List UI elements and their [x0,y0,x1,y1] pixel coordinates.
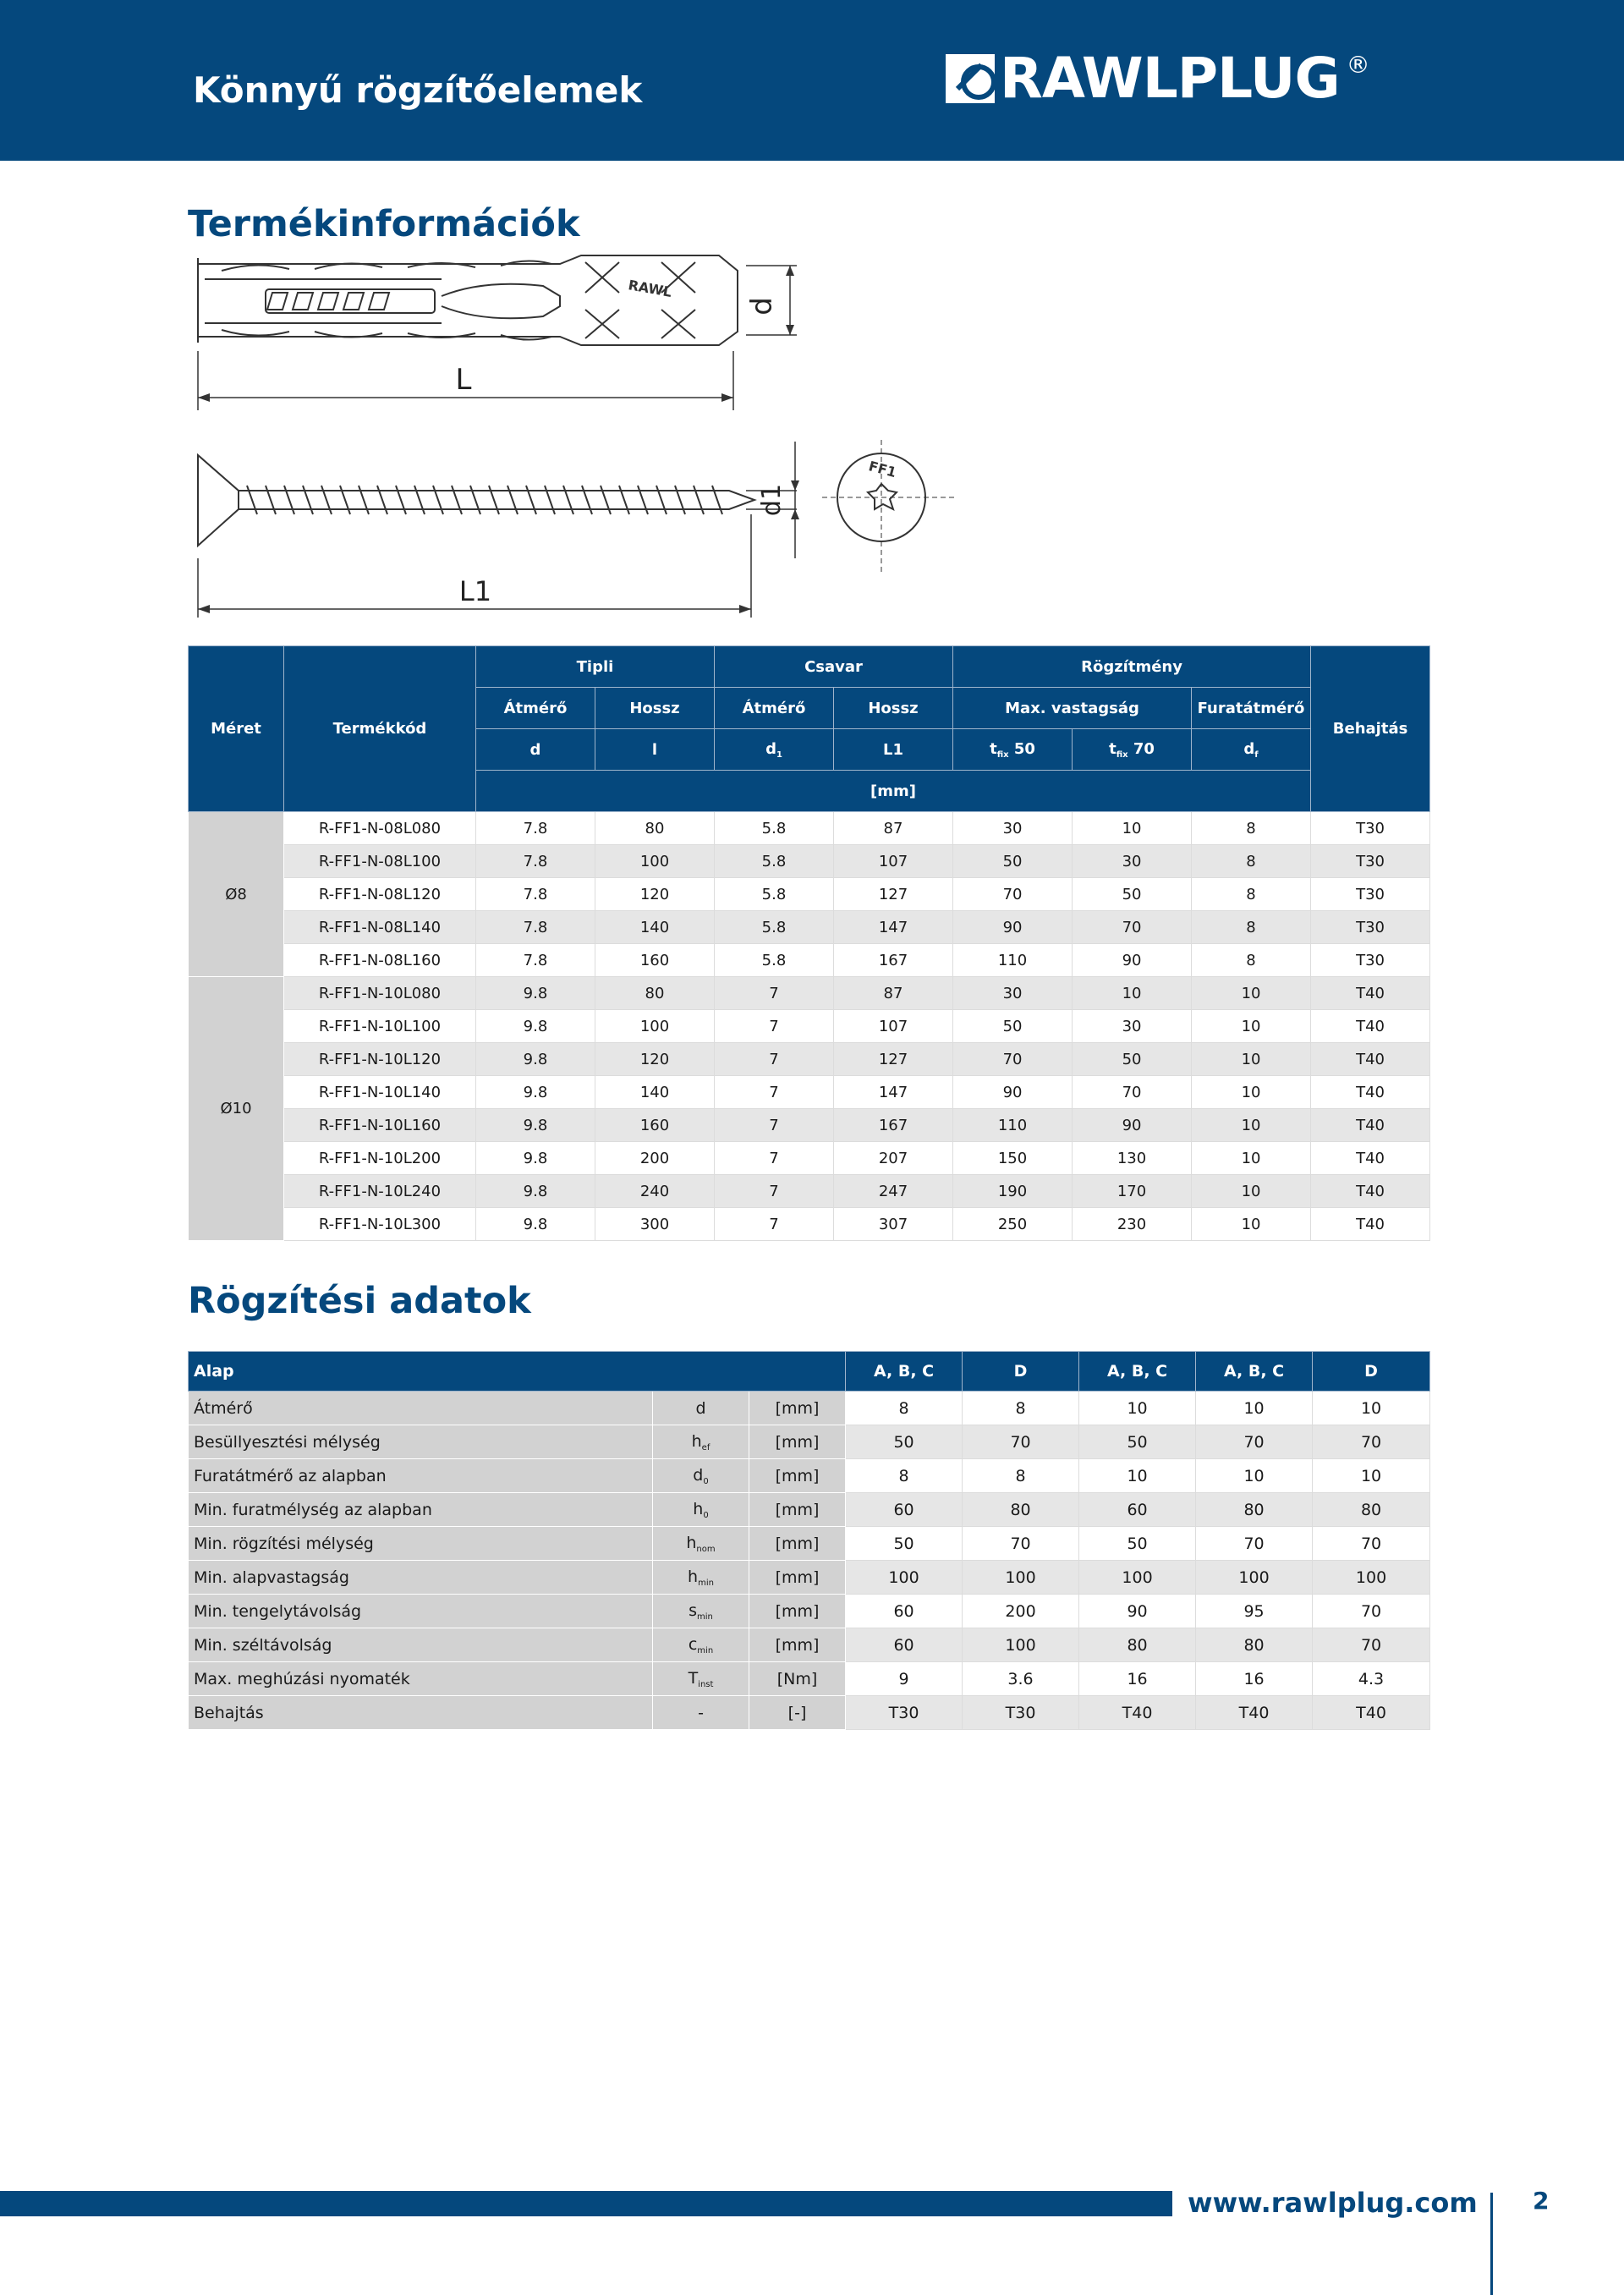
value-cell: T40 [1311,1076,1430,1109]
value-cell: 7.8 [476,878,595,911]
value-cell: 80 [595,812,715,845]
value-cell: 80 [1313,1493,1430,1527]
value-cell: 30 [1073,1010,1192,1043]
header-unit: [mm] [476,771,1311,812]
param-unit: [-] [749,1696,846,1730]
value-cell: T40 [1313,1696,1430,1730]
param-label: Max. meghúzási nyomaték [189,1662,653,1696]
value-cell: 7.8 [476,812,595,845]
logo-registered-mark: ® [1346,51,1370,79]
dim-d1-label: d1 [757,483,787,517]
value-cell: 9.8 [476,1109,595,1142]
value-cell: 50 [953,1010,1073,1043]
product-code-cell: R-FF1-N-10L200 [284,1142,476,1175]
value-cell: 50 [1073,878,1192,911]
head-mark-label: FF1 [867,458,898,481]
value-cell: 207 [834,1142,953,1175]
value-cell: 9.8 [476,1142,595,1175]
table-row [189,1696,1430,1730]
value-cell: 110 [953,1109,1073,1142]
screw-head-view [822,440,957,575]
table-row [189,812,1430,845]
value-cell: 9.8 [476,977,595,1010]
table-row [189,1109,1430,1142]
table-row [189,1662,1430,1696]
header-rogzitmeny: Rögzítmény [953,646,1311,688]
header-alap: Alap [189,1352,846,1392]
param-unit: [mm] [749,1425,846,1459]
page-number: 2 [1533,2187,1550,2215]
value-cell: 50 [1079,1527,1196,1561]
table-row [189,1628,1430,1662]
param-unit: [mm] [749,1628,846,1662]
value-cell: T30 [1311,944,1430,977]
param-label: Átmérő [189,1392,653,1425]
table-row [189,1208,1430,1241]
value-cell: 50 [1079,1425,1196,1459]
product-code-cell: R-FF1-N-10L080 [284,977,476,1010]
value-cell: T40 [1311,977,1430,1010]
table-row [189,977,1430,1010]
value-cell: T40 [1079,1696,1196,1730]
table-row [189,1459,1430,1493]
table-row [189,1595,1430,1628]
value-cell: T40 [1196,1696,1313,1730]
value-cell: 10 [1192,1208,1311,1241]
header-base-col: D [1313,1352,1430,1392]
param-unit: [mm] [749,1561,846,1595]
value-cell: 16 [1196,1662,1313,1696]
param-label: Besüllyesztési mélység [189,1425,653,1459]
product-code-cell: R-FF1-N-08L140 [284,911,476,944]
value-cell: T30 [846,1696,963,1730]
value-cell: T30 [1311,845,1430,878]
footer-url-link[interactable]: www.rawlplug.com [1188,2187,1478,2219]
value-cell: T30 [1311,812,1430,845]
value-cell: 100 [1196,1561,1313,1595]
value-cell: 100 [963,1561,1079,1595]
value-cell: 100 [963,1628,1079,1662]
value-cell: 80 [595,977,715,1010]
table-row [189,1142,1430,1175]
value-cell: 70 [1313,1527,1430,1561]
value-cell: 130 [1073,1142,1192,1175]
value-cell: 230 [1073,1208,1192,1241]
header-base-col: A, B, C [1196,1352,1313,1392]
value-cell: 120 [595,1043,715,1076]
table-row [189,1425,1430,1459]
value-cell: 70 [1313,1425,1430,1459]
header-behajtas: Behajtás [1311,646,1430,812]
header-csavar: Csavar [715,646,953,688]
value-cell: 7 [715,1142,834,1175]
value-cell: 147 [834,911,953,944]
header-termekkod: Termékkód [284,646,476,812]
value-cell: 90 [953,1076,1073,1109]
value-cell: 60 [846,1493,963,1527]
product-code-cell: R-FF1-N-08L120 [284,878,476,911]
value-cell: 8 [846,1459,963,1493]
value-cell: 10 [1079,1459,1196,1493]
value-cell: 8 [963,1459,1079,1493]
value-cell: T40 [1311,1142,1430,1175]
value-cell: 9.8 [476,1010,595,1043]
value-cell: 167 [834,944,953,977]
param-unit: [mm] [749,1459,846,1493]
dim-L1-label: L1 [458,575,492,607]
value-cell: 80 [1079,1628,1196,1662]
value-cell: 70 [953,878,1073,911]
value-cell: 5.8 [715,911,834,944]
param-unit: [mm] [749,1392,846,1425]
value-cell: 10 [1192,1142,1311,1175]
value-cell: 60 [846,1628,963,1662]
value-cell: 70 [953,1043,1073,1076]
value-cell: 147 [834,1076,953,1109]
value-cell: 8 [1192,845,1311,878]
value-cell: T40 [1311,1109,1430,1142]
header-sym-tfix70: $t_{fix}$ 70 [1073,729,1192,771]
table-row [189,1493,1430,1527]
value-cell: 8 [963,1392,1079,1425]
value-cell: 30 [953,977,1073,1010]
value-cell: 4.3 [1313,1662,1430,1696]
product-code-cell: R-FF1-N-10L240 [284,1175,476,1208]
product-info-table [188,645,1430,1241]
table-row [189,944,1430,977]
value-cell: 10 [1073,977,1192,1010]
footer-bar [0,2191,1172,2216]
value-cell: T40 [1311,1010,1430,1043]
table-row [189,1043,1430,1076]
value-cell: 10 [1073,812,1192,845]
value-cell: 240 [595,1175,715,1208]
value-cell: 5.8 [715,878,834,911]
value-cell: 10 [1313,1459,1430,1493]
value-cell: 10 [1192,1109,1311,1142]
value-cell: 50 [953,845,1073,878]
param-symbol: $h_{nom}$ [653,1527,749,1561]
value-cell: 87 [834,812,953,845]
param-label: Min. alapvastagság [189,1561,653,1595]
value-cell: 60 [1079,1493,1196,1527]
value-cell: 127 [834,878,953,911]
product-code-cell: R-FF1-N-10L300 [284,1208,476,1241]
param-symbol: $h_{min}$ [653,1561,749,1595]
value-cell: 100 [846,1561,963,1595]
header-csavar-hossz: Hossz [834,688,953,729]
value-cell: 107 [834,845,953,878]
param-symbol: - [653,1696,749,1730]
value-cell: 7.8 [476,845,595,878]
param-symbol: d [653,1392,749,1425]
param-label: Furatátmérő az alapban [189,1459,653,1493]
value-cell: 110 [953,944,1073,977]
value-cell: 70 [1196,1425,1313,1459]
param-symbol: $h_{ef}$ [653,1425,749,1459]
value-cell: 10 [1313,1392,1430,1425]
value-cell: 60 [846,1595,963,1628]
value-cell: 10 [1192,1010,1311,1043]
product-code-cell: R-FF1-N-10L160 [284,1109,476,1142]
fixing-data-table-body [189,1392,1430,1730]
dim-L-label: L [455,363,472,397]
value-cell: 50 [846,1425,963,1459]
rawlplug-logo [946,46,1370,111]
table-row [189,1175,1430,1208]
value-cell: 90 [953,911,1073,944]
plug-brand-label: RAWL [627,277,673,300]
value-cell: 10 [1196,1459,1313,1493]
product-code-cell: R-FF1-N-10L140 [284,1076,476,1109]
header-csavar-atmero: Átmérő [715,688,834,729]
value-cell: 7 [715,1175,834,1208]
value-cell: 8 [846,1392,963,1425]
value-cell: 70 [963,1527,1079,1561]
table-row [189,878,1430,911]
value-cell: 8 [1192,878,1311,911]
table-row [189,1561,1430,1595]
value-cell: 7.8 [476,944,595,977]
value-cell: 80 [1196,1493,1313,1527]
header-base-col: D [963,1352,1079,1392]
value-cell: 190 [953,1175,1073,1208]
value-cell: 100 [1313,1561,1430,1595]
technical-drawing [188,245,966,618]
value-cell: 80 [1196,1628,1313,1662]
param-symbol: $h_0$ [653,1493,749,1527]
value-cell: 9.8 [476,1076,595,1109]
logo-mark-icon [946,54,995,103]
param-label: Min. rögzítési mélység [189,1527,653,1561]
value-cell: 87 [834,977,953,1010]
value-cell: 30 [1073,845,1192,878]
value-cell: 9 [846,1662,963,1696]
value-cell: 10 [1079,1392,1196,1425]
param-unit: [mm] [749,1595,846,1628]
section-title-fixing-data: Rögzítési adatok [188,1280,531,1322]
page-header [0,0,1624,161]
value-cell: 100 [595,1010,715,1043]
param-unit: [mm] [749,1493,846,1527]
value-cell: 16 [1079,1662,1196,1696]
value-cell: 120 [595,878,715,911]
value-cell: 140 [595,911,715,944]
header-sym-d1: $d_1$ [715,729,834,771]
value-cell: 160 [595,1109,715,1142]
table-row [189,1010,1430,1043]
value-cell: T30 [1311,911,1430,944]
value-cell: 7 [715,977,834,1010]
header-base-col: A, B, C [1079,1352,1196,1392]
value-cell: 5.8 [715,944,834,977]
value-cell: 70 [963,1425,1079,1459]
table-row [189,845,1430,878]
value-cell: 5.8 [715,812,834,845]
value-cell: 7 [715,1043,834,1076]
value-cell: 250 [953,1208,1073,1241]
value-cell: 30 [953,812,1073,845]
header-sym-df: $d_f$ [1192,729,1311,771]
value-cell: 10 [1192,977,1311,1010]
value-cell: 70 [1073,1076,1192,1109]
header-title: Könnyű rögzítőelemek [193,69,643,111]
value-cell: 95 [1196,1595,1313,1628]
param-unit: [mm] [749,1527,846,1561]
value-cell: 70 [1313,1595,1430,1628]
value-cell: 100 [1079,1561,1196,1595]
header-tipli-hossz: Hossz [595,688,715,729]
value-cell: 90 [1073,944,1192,977]
value-cell: T40 [1311,1043,1430,1076]
value-cell: 9.8 [476,1043,595,1076]
header-tipli: Tipli [476,646,715,688]
fixing-data-table [188,1351,1430,1730]
value-cell: 9.8 [476,1175,595,1208]
value-cell: 7 [715,1208,834,1241]
value-cell: 7 [715,1109,834,1142]
param-unit: [Nm] [749,1662,846,1696]
header-max-vastagsag: Max. vastagság [953,688,1192,729]
value-cell: 200 [595,1142,715,1175]
header-sym-d: d [476,729,595,771]
product-code-cell: R-FF1-N-08L100 [284,845,476,878]
value-cell: 10 [1196,1392,1313,1425]
value-cell: 247 [834,1175,953,1208]
value-cell: 7 [715,1076,834,1109]
header-sym-tfix50: $t_{fix}$ 50 [953,729,1073,771]
value-cell: 9.8 [476,1208,595,1241]
table-row [189,1527,1430,1561]
value-cell: 8 [1192,812,1311,845]
header-furatatmero: Furatátmérő [1192,688,1311,729]
value-cell: T30 [963,1696,1079,1730]
value-cell: 90 [1073,1109,1192,1142]
value-cell: T40 [1311,1208,1430,1241]
value-cell: 70 [1313,1628,1430,1662]
fixing-data-header-row [189,1352,1430,1392]
table-row [189,911,1430,944]
value-cell: 50 [846,1527,963,1561]
value-cell: 200 [963,1595,1079,1628]
logo-text: RAWLPLUG [1000,46,1340,111]
header-sym-L1: L1 [834,729,953,771]
param-symbol: $d_0$ [653,1459,749,1493]
value-cell: 107 [834,1010,953,1043]
value-cell: T30 [1311,878,1430,911]
dim-d-label: d [745,297,779,316]
param-symbol: $s_{min}$ [653,1595,749,1628]
value-cell: 170 [1073,1175,1192,1208]
value-cell: 50 [1073,1043,1192,1076]
value-cell: 70 [1073,911,1192,944]
value-cell: 127 [834,1043,953,1076]
section-title-product-info: Termékinformációk [188,203,580,245]
value-cell: 8 [1192,944,1311,977]
param-label: Min. furatmélység az alapban [189,1493,653,1527]
value-cell: 70 [1196,1527,1313,1561]
value-cell: 10 [1192,1043,1311,1076]
header-meret: Méret [189,646,284,812]
header-tipli-atmero: Átmérő [476,688,595,729]
param-label: Behajtás [189,1696,653,1730]
value-cell: 10 [1192,1175,1311,1208]
value-cell: 90 [1079,1595,1196,1628]
product-code-cell: R-FF1-N-08L160 [284,944,476,977]
value-cell: 8 [1192,911,1311,944]
table-row [189,1076,1430,1109]
product-code-cell: R-FF1-N-10L100 [284,1010,476,1043]
header-sym-l: l [595,729,715,771]
value-cell: 140 [595,1076,715,1109]
value-cell: 7 [715,1010,834,1043]
value-cell: 160 [595,944,715,977]
product-code-cell: R-FF1-N-08L080 [284,812,476,845]
value-cell: 7.8 [476,911,595,944]
plug-drawing [198,255,738,345]
param-label: Min. széltávolság [189,1628,653,1662]
size-cell: Ø8 [189,812,284,977]
value-cell: 307 [834,1208,953,1241]
value-cell: 80 [963,1493,1079,1527]
value-cell: 300 [595,1208,715,1241]
header-base-col: A, B, C [846,1352,963,1392]
param-symbol: $c_{min}$ [653,1628,749,1662]
param-label: Min. tengelytávolság [189,1595,653,1628]
value-cell: 3.6 [963,1662,1079,1696]
param-symbol: $T_{inst}$ [653,1662,749,1696]
value-cell: 5.8 [715,845,834,878]
value-cell: 100 [595,845,715,878]
product-code-cell: R-FF1-N-10L120 [284,1043,476,1076]
screw-drawing [198,455,754,546]
value-cell: 167 [834,1109,953,1142]
size-cell: Ø10 [189,977,284,1241]
footer-divider [1490,2193,1493,2295]
value-cell: 150 [953,1142,1073,1175]
value-cell: T40 [1311,1175,1430,1208]
value-cell: 10 [1192,1076,1311,1109]
table-row [189,1392,1430,1425]
product-info-table-body [189,812,1430,1241]
